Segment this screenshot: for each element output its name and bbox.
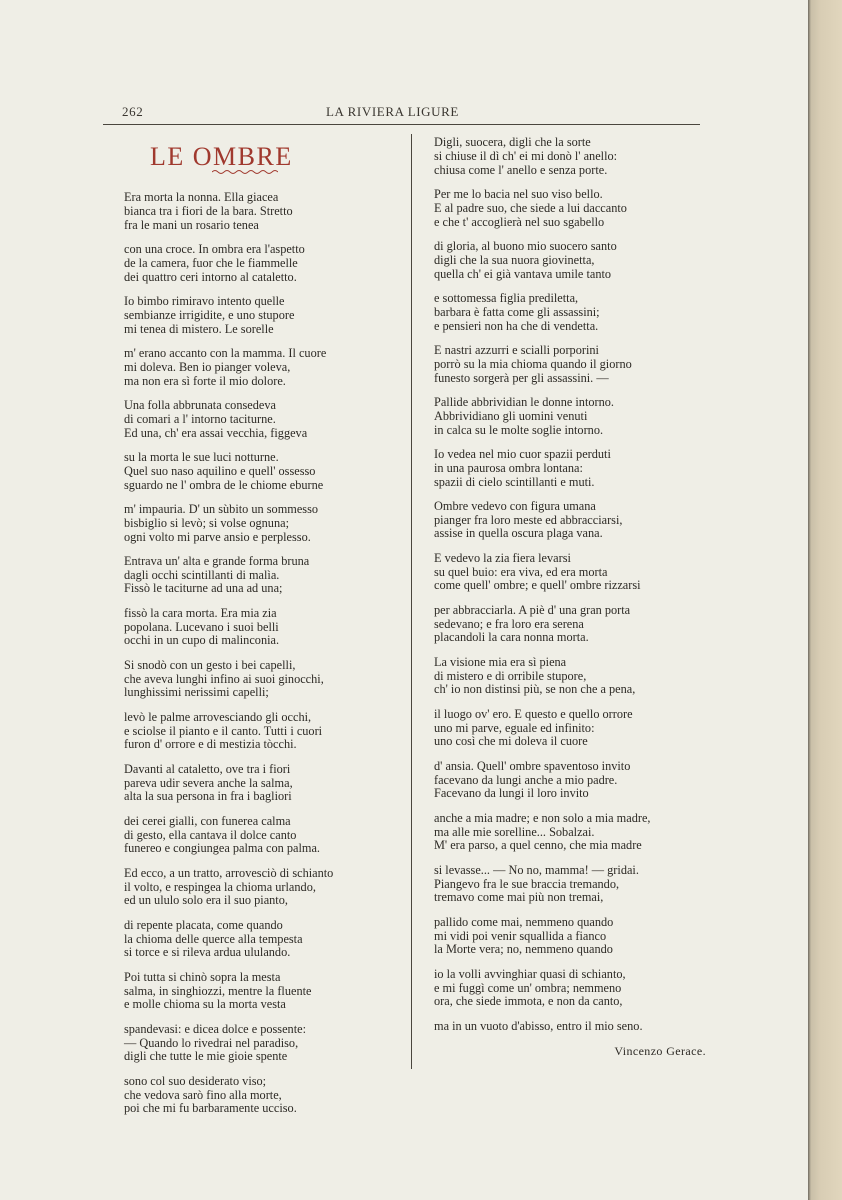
poem-stanza <box>434 864 724 905</box>
poem-stanza <box>434 656 724 697</box>
poem-stanza <box>124 971 404 1012</box>
poem-line: che vedova sarò fino alla morte, <box>124 1087 282 1102</box>
poem-line: ma alle mie sorelline... Sobalzai. <box>434 824 595 839</box>
poem-line: m' erano accanto con la mamma. Il cuore <box>124 345 327 360</box>
poem-line: popolana. Lucevano i suoi belli <box>124 619 279 634</box>
journal-title: LA RIVIERA LIGURE <box>326 104 459 119</box>
poem-stanza <box>124 399 404 440</box>
poem-line: spazii di cielo scintillanti e muti. <box>434 474 595 489</box>
poem-line: Io vedea nel mio cuor spazii perduti <box>434 446 611 461</box>
poem-stanza <box>124 763 404 804</box>
poem-line: de la camera, fuor che le fiammelle <box>124 255 298 270</box>
poem-line: digli che la sua nuora giovinetta, <box>434 252 595 267</box>
poem-line: barbara è fatta come gli assassini; <box>434 304 600 319</box>
poem-stanza <box>124 295 404 336</box>
poem-line: Piangevo fra le sue braccia tremando, <box>434 876 620 891</box>
poem-line: La visione mia era sì piena <box>434 654 567 669</box>
poem-line: in calca su le molte soglie intorno. <box>434 422 604 437</box>
poem-line: lunghissimi nerissimi capelli; <box>124 685 269 700</box>
poem-stanza <box>434 500 724 541</box>
poem-stanza <box>124 867 404 908</box>
poem-line: di comari a l' intorno taciturne. <box>124 411 276 426</box>
poem-line: di mistero e di orribile stupore, <box>434 668 587 683</box>
poem-stanza <box>434 760 724 801</box>
poem-line: dei quattro ceri intorno al cataletto. <box>124 269 297 284</box>
poem-line: anche a mia madre; e non solo a mia madre, <box>434 810 651 825</box>
poem-line: di repente placata, come quando <box>124 917 283 932</box>
poem-line: il volto, e respingea la chioma urlando, <box>124 879 316 894</box>
poem-line: m' impauria. D' un sùbito un sommesso <box>124 501 319 516</box>
running-head <box>100 104 700 124</box>
poem-line: la Morte vera; no, nemmeno quando <box>434 942 613 957</box>
poem-line: Una folla abbrunata consedeva <box>124 397 276 412</box>
poem-line: Ed una, ch' era assai vecchia, figgeva <box>124 425 308 440</box>
poem-line: e sottomessa figlia prediletta, <box>434 290 579 305</box>
poem-line: tremavo come mai più non tremai, <box>434 890 604 905</box>
poem-stanza <box>124 1075 404 1116</box>
poem-line: mi doleva. Ben io pianger voleva, <box>124 359 291 374</box>
poem-line: assise in quella oscura plaga vana. <box>434 526 603 541</box>
poem-stanza <box>434 240 724 281</box>
poem-stanza <box>434 448 724 489</box>
poem-line: alta la sua persona in fra i bagliori <box>124 789 292 804</box>
poem-line: mi tenea di mistero. Le sorelle <box>124 321 274 336</box>
poem-stanza <box>124 919 404 960</box>
poem-line: salma, in singhiozzi, mentre la fluente <box>124 983 312 998</box>
poem-line: ma in un vuoto d'abisso, entro il mio seno. <box>434 1018 643 1033</box>
poem-line: ogni volto mi parve ansio e perplesso. <box>124 529 311 544</box>
poem-line: su quel buio: era viva, ed era morta <box>434 564 608 579</box>
poem-line: che aveva lunghi infino ai suoi ginocchi, <box>124 671 324 686</box>
poem-left-column <box>124 191 404 1116</box>
poem-line: Facevano da lungi il loro invito <box>434 786 589 801</box>
poem-line: fra le mani un rosario tenea <box>124 217 259 232</box>
poem-stanza <box>124 347 404 388</box>
poem-line: in una paurosa ombra lontana: <box>434 460 583 475</box>
poem-line: Si snodò con un gesto i bei capelli, <box>124 657 296 672</box>
poem-line: si torce e si rileva ardua ululando. <box>124 945 291 960</box>
poem-stanza <box>124 659 404 700</box>
poem-stanza <box>434 968 724 1009</box>
poem-line: sono col suo desiderato viso; <box>124 1073 267 1088</box>
poem-line: il luogo ov' ero. E questo e quello orrore <box>434 706 633 721</box>
poem-stanza <box>434 344 724 385</box>
poem-line: Pallide abbrividian le donne intorno. <box>434 394 614 409</box>
page-edge <box>808 0 842 1200</box>
poem-line: facevano da lungi anche a mio padre. <box>434 772 618 787</box>
author-signature: Vincenzo Gerace. <box>614 1044 706 1058</box>
poem-line: spandevasi: e dicea dolce e possente: <box>124 1021 306 1036</box>
poem-line: Fissò le taciturne ad una ad una; <box>124 581 283 596</box>
poem-line: pallido come mai, nemmeno quando <box>434 914 614 929</box>
poem-line: con una croce. In ombra era l'aspetto <box>124 241 305 256</box>
poem-line: sedevano; e fra loro era serena <box>434 616 584 631</box>
poem-line: pareva udir severa anche la salma, <box>124 775 293 790</box>
poem-stanza <box>124 607 404 648</box>
poem-stanza <box>434 916 724 957</box>
poem-stanza <box>434 136 724 177</box>
poem-line: e sciolse il pianto e il canto. Tutti i cuori <box>124 723 323 738</box>
poem-line: uno così che mi doleva il cuore <box>434 734 588 749</box>
poem-stanza <box>124 711 404 752</box>
poem-line: ma non era sì forte il mio dolore. <box>124 373 286 388</box>
poem-title: LE OMBRE <box>150 142 293 171</box>
poem-line: di gloria, al buono mio suocero santo <box>434 238 617 253</box>
poem-line: — Quando lo rivedrai nel paradiso, <box>124 1035 299 1050</box>
poem-line: e molle chioma su la morta vesta <box>124 997 286 1012</box>
poem-line: si levasse... — No no, mamma! — gridai. <box>434 862 639 877</box>
header-rule <box>103 124 700 125</box>
poem-line: sembianze irrigidite, e uno stupore <box>124 307 295 322</box>
poem-line: levò le palme arrovesciando gli occhi, <box>124 709 312 724</box>
poem-line: furon d' orrore e di mestizia tòcchi. <box>124 737 297 752</box>
poem-line: ed un ululo solo era il suo pianto, <box>124 893 288 908</box>
poem-line: mi vidi poi venir squallida a fianco <box>434 928 607 943</box>
poem-line: Abbrividiano gli uomini venuti <box>434 408 588 423</box>
poem-line: placandoli la cara nonna morta. <box>434 630 589 645</box>
poem-line: e mi fuggì come un' ombra; nemmeno <box>434 980 622 995</box>
poem-line: Entrava un' alta e grande forma bruna <box>124 553 310 568</box>
poem-stanza <box>434 604 724 645</box>
poem-line: digli che tutte le mie gioie spente <box>124 1049 288 1064</box>
poem-line: bianca tra i fiori de la bara. Stretto <box>124 203 293 218</box>
poem-stanza <box>434 812 724 853</box>
poem-line: bisbiglio si levò; si volse ognuna; <box>124 515 289 530</box>
poem-line: quella ch' ei già vantava umile tanto <box>434 266 612 281</box>
poem-right-column <box>434 136 724 1034</box>
poem-line: E al padre suo, che siede a lui daccanto <box>434 200 627 215</box>
poem-line: dei cerei gialli, con funerea calma <box>124 813 291 828</box>
poem-stanza <box>124 503 404 544</box>
column-divider <box>411 134 412 1069</box>
poem-stanza <box>124 243 404 284</box>
poem-line: occhi in un cupo di malinconia. <box>124 633 280 648</box>
poem-stanza <box>434 396 724 437</box>
poem-stanza <box>434 552 724 593</box>
poem-stanza <box>434 708 724 749</box>
poem-line: d' ansia. Quell' ombre spaventoso invito <box>434 758 631 773</box>
poem-line: sguardo ne l' ombra de le chiome eburne <box>124 477 324 492</box>
poem-stanza <box>124 555 404 596</box>
poem-line: come quell' ombre; e quell' ombre rizzarsi <box>434 578 641 593</box>
poem-line: la chioma delle querce alla tempesta <box>124 931 303 946</box>
poem-line: pianger fra loro meste ed abbracciarsi, <box>434 512 623 527</box>
poem-stanza <box>124 451 404 492</box>
poem-line: Per me lo bacia nel suo viso bello. <box>434 186 603 201</box>
poem-line: fissò la cara morta. Era mia zia <box>124 605 277 620</box>
poem-line: uno mi parve, eguale ed infinito: <box>434 720 595 735</box>
poem-line: per abbracciarla. A piè d' una gran porta <box>434 602 631 617</box>
poem-stanza <box>124 1023 404 1064</box>
page-number: 262 <box>122 104 144 119</box>
poem-line: e che t' accoglierà nel suo sgabello <box>434 214 605 229</box>
poem-line: Era morta la nonna. Ella giacea <box>124 190 279 204</box>
poem-line: di gesto, ella cantava il dolce canto <box>124 827 297 842</box>
poem-line: funesto sorgerà per gli assassini. — <box>434 370 609 385</box>
poem-stanza <box>124 815 404 856</box>
poem-line: E nastri azzurri e scialli porporini <box>434 342 599 357</box>
poem-line: Ombre vedevo con figura umana <box>434 498 596 513</box>
poem-line: chiusa come l' anello e senza porte. <box>434 162 608 177</box>
poem-line: funereo e congiungea palma con palma. <box>124 841 320 856</box>
poem-stanza <box>124 191 404 232</box>
poem-line: Quel suo naso aquilino e quell' ossesso <box>124 463 316 478</box>
poem-line: poi che mi fu barbaramente ucciso. <box>124 1101 297 1116</box>
poem-line: E vedevo la zia fiera levarsi <box>434 550 571 565</box>
poem-line: ora, che siede immota, e non da canto, <box>434 994 623 1009</box>
poem-stanza <box>434 292 724 333</box>
poem-line: io la volli avvinghiar quasi di schianto, <box>434 966 626 981</box>
poem-line: Poi tutta si chinò sopra la mesta <box>124 969 281 984</box>
poem-line: porrò su la mia chioma quando il giorno <box>434 356 632 371</box>
poem-stanza <box>434 1020 724 1034</box>
poem-line: Davanti al cataletto, ove tra i fiori <box>124 761 291 776</box>
poem-line: e pensieri non ha che di vendetta. <box>434 318 599 333</box>
poem-line: si chiuse il dì ch' ei mi donò l' anello: <box>434 148 618 163</box>
poem-line: ch' io non distinsi più, se non che a pena, <box>434 682 636 697</box>
poem-line: dagli occhi scintillanti di malìa. <box>124 567 280 582</box>
title-ornament <box>212 169 278 175</box>
poem-line: M' era parso, a quel cenno, che mia madre <box>434 838 642 853</box>
poem-stanza <box>434 188 724 229</box>
poem-line: Digli, suocera, digli che la sorte <box>434 135 591 149</box>
poem-line: su la morta le sue luci notturne. <box>124 449 279 464</box>
poem-line: Io bimbo rimiravo intento quelle <box>124 293 285 308</box>
poem-line: Ed ecco, a un tratto, arrovesciò di schianto <box>124 865 334 880</box>
